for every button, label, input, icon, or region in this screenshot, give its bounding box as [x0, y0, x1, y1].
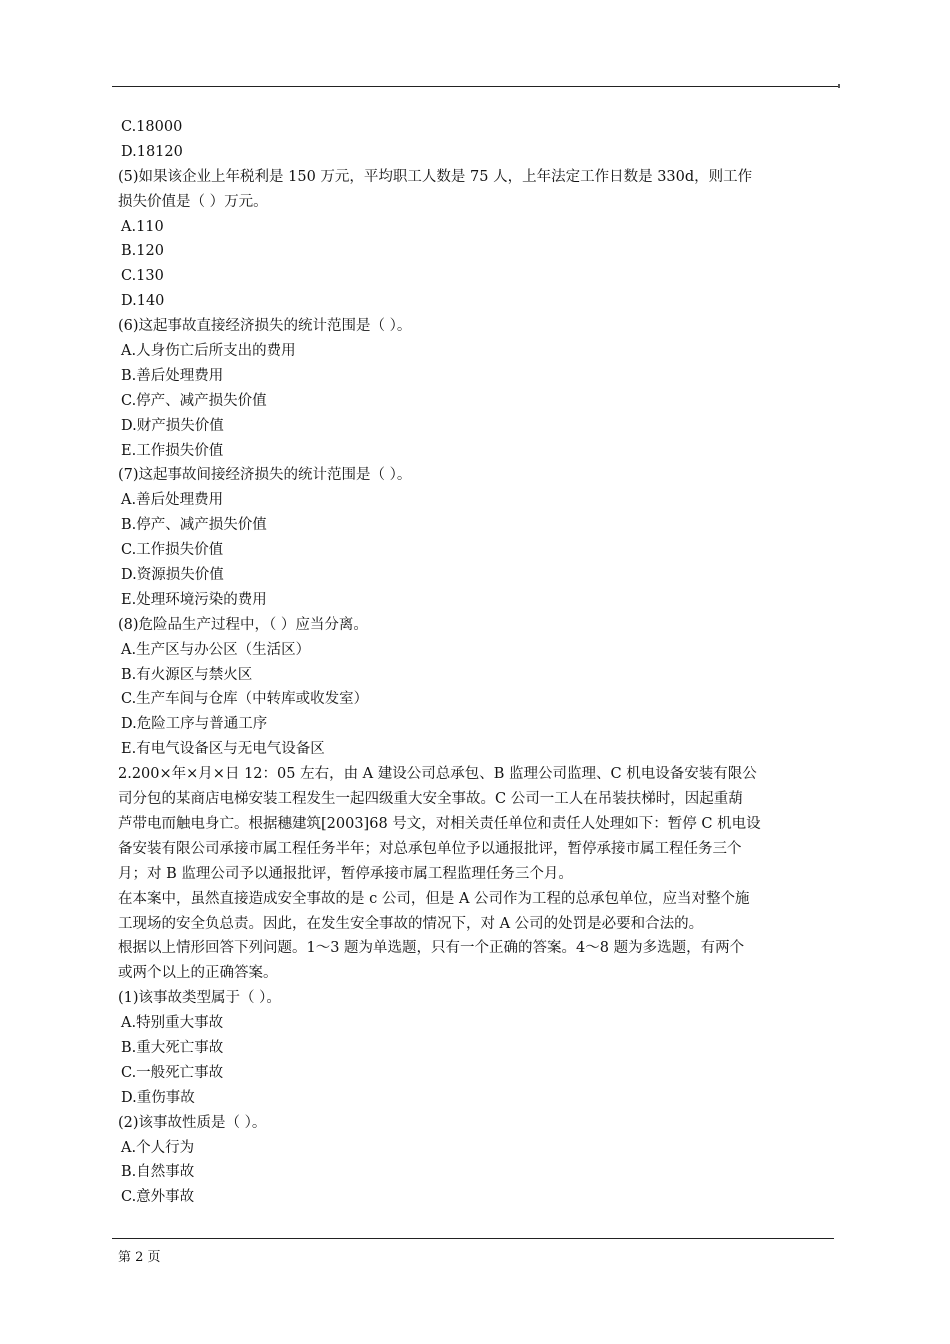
answer-option-line: B.善后处理费用 — [121, 367, 224, 384]
page-number: 第 2 页 — [118, 1250, 161, 1265]
answer-option-line: C.停产、减产损失价值 — [121, 392, 267, 409]
answer-option-line: E.工作损失价值 — [121, 442, 224, 459]
answer-option-line: A.特别重大事故 — [121, 1015, 224, 1032]
answer-option-line: D.危险工序与普通工序 — [121, 716, 268, 733]
answer-option-line: C.一般死亡事故 — [121, 1064, 224, 1081]
text-line: 2.200×年×月×日 12：05 左右，由 A 建设公司总承包、B 监理公司监理、C 机电设备安装有限公 — [118, 766, 757, 783]
answer-option-line: D.资源损失价值 — [121, 567, 224, 584]
text-line: (7)这起事故间接经济损失的统计范围是（ ）。 — [118, 467, 412, 484]
answer-option-line: A.110 — [121, 218, 164, 235]
text-line: (6)这起事故直接经济损失的统计范围是（ ）。 — [118, 318, 412, 335]
answer-option-line: B.自然事故 — [121, 1164, 195, 1181]
document-body — [118, 115, 838, 1210]
answer-option-line: B.停产、减产损失价值 — [121, 517, 267, 534]
text-line: 损失价值是（ ）万元。 — [118, 193, 268, 210]
text-line: 在本案中，虽然直接造成安全事故的是 c 公司，但是 A 公司作为工程的总承包单位，应当对整个施 — [118, 890, 750, 907]
text-line: 根据以上情形回答下列问题。1～3 题为单选题，只有一个正确的答案。4～8 题为多选题，有两个 — [118, 940, 745, 957]
answer-option-line: C.130 — [121, 268, 164, 285]
header-rule — [112, 86, 839, 87]
answer-option-line: A.个人行为 — [121, 1139, 195, 1156]
answer-option-line: D.18120 — [121, 143, 183, 160]
answer-option-line: A.人身伤亡后所支出的费用 — [121, 343, 296, 360]
answer-option-line: B.120 — [121, 243, 164, 260]
header-rule-endmark — [838, 84, 840, 88]
answer-option-line: D.140 — [121, 293, 165, 310]
text-line: 工现场的安全负总责。因此，在发生安全事故的情况下，对 A 公司的处罚是必要和合法的。 — [118, 915, 704, 932]
answer-option-line: C.18000 — [121, 119, 183, 135]
text-line: (5)如果该企业上年税利是 150 万元，平均职工人数是 75 人，上年法定工作日数是 330d，则工作 — [118, 168, 753, 185]
answer-option-line: B.重大死亡事故 — [121, 1039, 224, 1056]
answer-option-line: D.重伤事故 — [121, 1089, 195, 1106]
text-line: (1)该事故类型属于（ ）。 — [118, 990, 281, 1007]
answer-option-line: B.有火源区与禁火区 — [121, 666, 253, 683]
answer-option-line: E.处理环境污染的费用 — [121, 591, 267, 608]
answer-option-line: D.财产损失价值 — [121, 417, 224, 434]
text-line: (2)该事故性质是（ ）。 — [118, 1114, 267, 1131]
text-line: 或两个以上的正确答案。 — [118, 965, 278, 982]
text-line: 备安装有限公司承接市属工程任务半年；对总承包单位予以通报批评，暂停承接市属工程任务三个 — [118, 840, 742, 857]
footer-rule — [112, 1238, 834, 1239]
answer-option-line: A.善后处理费用 — [121, 492, 224, 509]
text-line: 月；对 B 监理公司予以通报批评，暂停承接市属工程监理任务三个月。 — [118, 865, 573, 882]
answer-option-line: C.生产车间与仓库（中转库或收发室） — [121, 691, 369, 708]
text-line: 芦带电而触电身亡。根据穗建筑[2003]68 号文，对相关责任单位和责任人处理如下：暂停 C 机电设 — [118, 815, 761, 832]
answer-option-line: E.有电气设备区与无电气设备区 — [121, 741, 325, 758]
text-line: 司分包的某商店电梯安装工程发生一起四级重大安全事故。C 公司一工人在吊装扶梯时，因起重葫 — [118, 791, 743, 808]
answer-option-line: C.工作损失价值 — [121, 542, 224, 559]
answer-option-line: A.生产区与办公区（生活区） — [121, 641, 311, 658]
answer-option-line: C.意外事故 — [121, 1189, 195, 1206]
text-line: (8)危险品生产过程中，（ ）应当分离。 — [118, 616, 368, 633]
